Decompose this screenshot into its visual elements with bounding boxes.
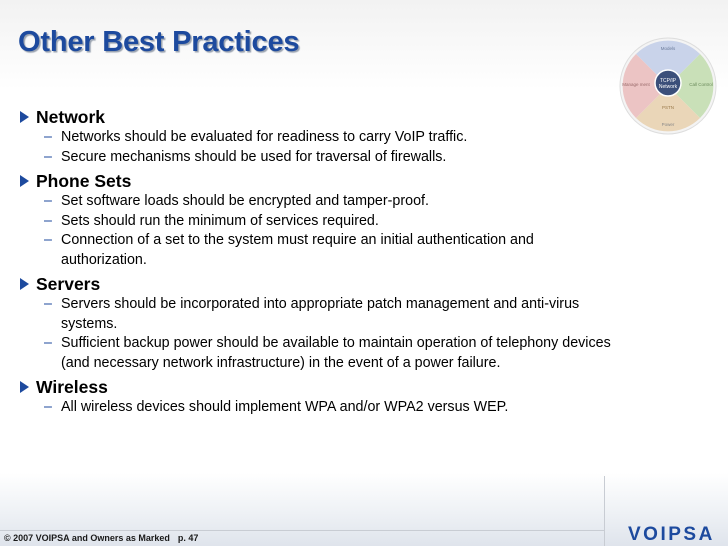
brand-divider (604, 476, 605, 546)
list-item (16, 128, 616, 148)
dash-bullet-icon: – (44, 232, 52, 248)
page-number: p. 47 (177, 533, 199, 543)
dash-bullet-icon: – (44, 212, 52, 229)
footer-divider (0, 530, 605, 531)
list-item-text: Sets should run the minimum of services required. (61, 212, 379, 229)
dash-bullet-icon: – (44, 148, 52, 165)
list-item (16, 398, 616, 418)
dash-bullet-icon: – (44, 399, 52, 415)
wheel-top-label: Models (660, 46, 676, 51)
section-heading-network (16, 106, 616, 128)
list-item (16, 334, 616, 373)
list-item (16, 212, 616, 232)
list-item (16, 231, 616, 270)
voip-architecture-wheel-icon (618, 36, 718, 136)
section-heading-wireless (16, 376, 616, 398)
section-heading-phone-sets (16, 170, 616, 192)
copyright-text: © 2007 VOIPSA and Owners as Marked (4, 533, 170, 543)
dash-bullet-icon: – (44, 129, 52, 145)
list-item-text: Servers should be incorporated into appropriate patch management and anti-virus systems. (61, 296, 580, 332)
list-item-text: Connection of a set to the system must require an initial authentication and authorization. (61, 232, 534, 268)
dash-bullet-icon: – (44, 296, 52, 312)
wheel-center-label: TCP/IP (659, 78, 677, 84)
wheel-right-label: Call Control (689, 82, 713, 87)
section-heading-text: Network (36, 107, 106, 127)
list-item-text: All wireless devices should implement WPA and/or WPA2 versus WEP. (61, 399, 509, 415)
wheel-left-label: Manage ment (622, 82, 650, 87)
wheel-bottom2-label: Power (661, 122, 675, 127)
list-item (16, 295, 616, 334)
section-heading-text: Wireless (36, 377, 108, 397)
triangle-bullet-icon (20, 175, 29, 187)
voipsa-logo: VOIPSA (628, 524, 715, 545)
triangle-bullet-icon (20, 381, 29, 393)
slide-title: Other Best Practices (18, 26, 300, 58)
section-heading-text: Servers (36, 274, 101, 294)
wheel-center-label-2: Network (658, 84, 678, 90)
list-item-text: Networks should be evaluated for readiness to carry VoIP traffic. (61, 129, 468, 145)
wheel-bottom-label: PSTN (661, 105, 675, 110)
triangle-bullet-icon (20, 111, 29, 123)
dash-bullet-icon: – (44, 193, 52, 209)
list-item-text: Set software loads should be encrypted and tamper-proof. (61, 193, 429, 209)
list-item-text: Secure mechanisms should be used for traversal of firewalls. (61, 148, 447, 165)
list-item-text: Sufficient backup power should be available to maintain operation of telephony devices (and necessary network infrastructure) in the event of a power failure. (61, 335, 611, 371)
footer-text (4, 533, 198, 543)
list-item (16, 148, 616, 168)
list-item (16, 192, 616, 212)
triangle-bullet-icon (20, 278, 29, 290)
bullet-list (16, 103, 616, 418)
section-heading-servers (16, 273, 616, 295)
dash-bullet-icon: – (44, 335, 52, 351)
section-heading-text: Phone Sets (36, 171, 132, 191)
